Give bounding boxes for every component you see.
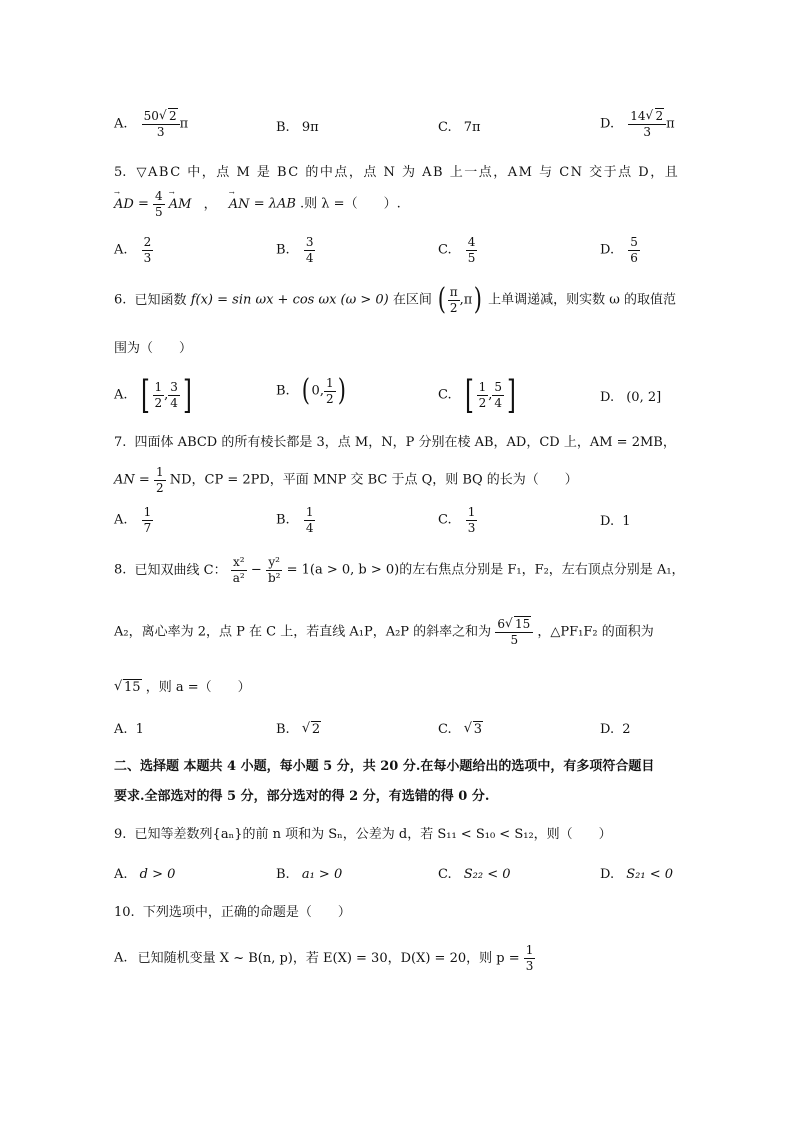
question-text: ，△PF₁F₂ 的面积为 [537, 624, 654, 640]
paren-open: ( [437, 282, 446, 317]
option-text: a₁ > 0 [301, 867, 343, 882]
fraction [466, 506, 478, 534]
option-text: 9π [301, 120, 319, 135]
denominator: 3 [143, 250, 152, 265]
q9-option-c[interactable] [438, 867, 511, 882]
fraction [142, 110, 180, 138]
numerator: 1 [525, 943, 534, 957]
q7-option-b[interactable] [276, 506, 315, 534]
option-letter: D. [600, 722, 615, 737]
q6-option-b[interactable] [276, 373, 347, 408]
question-text: 下列选项中，正确的命题是（ ） [142, 905, 351, 920]
question-text: ▽ABC 中，点 M 是 BC 的中点，点 N 为 AB 上一点，AM 与 CN 交于点 D，且 [136, 165, 680, 180]
numerator: 1 [143, 505, 152, 519]
option-letter: B. [276, 120, 290, 135]
denominator: 3 [628, 124, 666, 139]
q6-option-a[interactable]: A. [ $\frac{1}{2}$ , $\frac{3}{4}$ ] [114, 373, 192, 417]
question-text: 上单调递减，则实数 ω 的取值范 [488, 292, 677, 308]
radicand: 2 [655, 109, 664, 123]
q5-option-c[interactable] [438, 236, 477, 264]
denominator: a² [232, 570, 245, 585]
q6-option-d[interactable] [600, 390, 661, 405]
numerator: 2 [143, 235, 152, 249]
q7-stem-line1 [114, 436, 676, 449]
option-text: d > 0 [139, 867, 176, 882]
vector-arrow-icon: → [228, 188, 234, 197]
option-letter: D. [600, 514, 615, 529]
numerator: 1 [155, 465, 164, 479]
q6-stem-line1 [114, 282, 677, 317]
fraction [477, 381, 489, 409]
fraction [231, 556, 247, 584]
option-letter: B. [276, 383, 290, 399]
option-letter: C. [438, 722, 452, 737]
pi-symbol: π [179, 116, 189, 132]
option-letter: C. [438, 242, 452, 258]
numerator: 1 [325, 375, 334, 390]
option-letter: A. [114, 950, 128, 966]
denominator: 3 [525, 958, 534, 973]
denominator: 2 [325, 391, 334, 406]
numerator: 4 [155, 189, 163, 203]
fraction [466, 236, 478, 264]
radicand: 3 [473, 722, 483, 737]
q8-stem-line1 [114, 556, 685, 584]
q5-option-d[interactable] [600, 236, 640, 264]
option-letter: B. [276, 242, 290, 258]
option-letter: B. [276, 512, 290, 528]
equation-part: AN = [114, 472, 150, 488]
option-letter: C. [438, 120, 452, 135]
denominator: 2 [448, 300, 460, 315]
option-letter: B. [276, 722, 290, 737]
q9-option-d[interactable] [600, 867, 673, 882]
option-text: S₂₁ < 0 [626, 867, 673, 882]
question-text: ，则 a =（ ） [145, 680, 251, 695]
question-number: 5. [114, 165, 127, 180]
section-heading: 要求.全部选对的得 5 分，部分选对的得 2 分，有选错的得 0 分. [114, 789, 490, 804]
option-letter: A. [114, 867, 128, 882]
option-letter: A. [114, 242, 128, 258]
denominator: 3 [467, 520, 476, 535]
numerator: 5 [630, 235, 638, 249]
numerator: 4 [467, 235, 476, 249]
q9-stem [114, 828, 612, 841]
q8-option-b[interactable] [276, 722, 321, 737]
vector-an: AN [228, 196, 250, 212]
paren-close: ) [337, 373, 346, 408]
numerator: x² [232, 555, 245, 569]
denominator: 4 [305, 250, 314, 265]
coef: 50 [143, 109, 159, 123]
interval-end: ,π [459, 292, 473, 308]
fraction [142, 506, 154, 534]
numerator: y² [268, 555, 280, 569]
option-letter: A. [114, 722, 128, 737]
denominator: 2 [154, 395, 163, 410]
q4-option-a[interactable] [114, 110, 188, 138]
option-letter: D. [600, 867, 615, 882]
paren-close: ) [474, 282, 483, 317]
q7-stem-line2 [114, 466, 578, 494]
vector-lambda-ab: = λAB [253, 196, 296, 212]
bracket-open: [ [464, 373, 474, 417]
option-letter: C. [438, 387, 452, 403]
numerator: 5 [494, 379, 503, 394]
numerator: 1 [478, 379, 487, 394]
numerator: 3 [305, 235, 314, 249]
option-letter: D. [600, 390, 615, 405]
denominator: 6 [630, 250, 638, 265]
q4-option-c[interactable] [438, 120, 481, 135]
option-text: 已知随机变量 X ~ B(n, p)，若 E(X) = 30，D(X) = 20，则 p = [137, 950, 520, 966]
function-expression: f(x) = sin ωx + cos ωx (ω > 0) [190, 292, 389, 308]
numerator: π [449, 284, 458, 299]
option-letter: A. [114, 512, 128, 528]
option-letter: C. [438, 867, 452, 882]
option-text: 2 [622, 722, 631, 737]
section-2-heading-line2 [114, 790, 489, 803]
option-letter: D. [600, 116, 615, 132]
bracket-close: ] [182, 373, 192, 417]
coef: 6 [497, 617, 505, 631]
question-text: 在区间 [392, 292, 432, 308]
option-text: 7π [463, 120, 481, 135]
q5-stem-line1 [114, 166, 679, 179]
q5-option-b[interactable] [276, 236, 315, 264]
denominator: 5 [495, 632, 533, 647]
q4-option-b[interactable] [276, 120, 319, 135]
fraction [153, 190, 165, 218]
question-text: A₂，离心率为 2，点 P 在 C 上，若直线 A₁P，A₂P 的斜率之和为 [114, 624, 492, 640]
vector-am: AM [168, 196, 192, 212]
radicand: 2 [168, 109, 177, 123]
vector-arrow-icon: → [114, 188, 119, 197]
fraction [304, 236, 316, 264]
q6-stem-line2 [114, 342, 192, 355]
vector-ad: AD [114, 196, 134, 212]
coef: 14 [630, 109, 646, 123]
equals: = [137, 196, 149, 212]
option-letter: D. [600, 242, 615, 258]
q8-stem-line3 [114, 681, 251, 694]
numerator: 3 [170, 379, 178, 394]
option-letter: C. [438, 512, 452, 528]
fraction [628, 110, 666, 138]
q8-option-a[interactable] [114, 722, 144, 737]
question-number: 8. [114, 562, 127, 578]
q9-option-b[interactable] [276, 867, 342, 882]
denominator: 5 [467, 250, 476, 265]
minus: − [250, 562, 262, 578]
q7-option-c[interactable] [438, 506, 477, 534]
question-text: 四面体 ABCD 的所有棱长都是 3，点 M，N，P 分别在棱 AB，AD，CD 上，AM = 2MB， [134, 435, 676, 450]
option-letter: A. [114, 387, 128, 403]
pi-symbol: π [666, 116, 675, 132]
q7-option-d[interactable] [600, 514, 631, 529]
fraction [492, 381, 504, 409]
numerator: 1 [467, 505, 476, 519]
q10-option-a[interactable] [114, 944, 535, 972]
q7-option-a[interactable] [114, 506, 153, 534]
section-2-heading-line1 [114, 760, 654, 773]
radicand: 15 [514, 617, 531, 631]
q5-stem-line2: → AD = $\frac{4}{5}$ → AM ， → AN = λAB .则 λ =（ ）. [114, 188, 401, 219]
fraction [495, 618, 533, 646]
question-text: .则 λ =（ ）. [300, 196, 401, 212]
q9-option-a[interactable] [114, 867, 175, 882]
denominator: 4 [494, 395, 503, 410]
question-number: 6. [114, 292, 127, 308]
q6-option-c[interactable]: C. [ $\frac{1}{2}$ , $\frac{5}{4}$ ] [438, 373, 516, 417]
fraction [324, 377, 336, 405]
fraction [154, 466, 166, 494]
q8-option-d[interactable] [600, 722, 631, 737]
option-text: 1 [622, 514, 631, 529]
fraction [304, 506, 316, 534]
denominator: 2 [155, 480, 164, 495]
option-text: 1 [135, 722, 144, 737]
denominator: 5 [155, 204, 163, 219]
fraction [153, 381, 165, 409]
option-letter: A. [114, 116, 128, 132]
question-text: = 1(a > 0, b > 0)的左右焦点分别是 F₁，F₂，左右顶点分别是 A₁， [286, 562, 685, 578]
paren-open: ( [301, 373, 310, 408]
denominator: 7 [143, 520, 152, 535]
interval-start: 0, [311, 383, 324, 399]
q5-option-a[interactable] [114, 236, 153, 264]
section-heading: 二、选择题 本题共 4 小题，每小题 5 分，共 20 分.在每小题给出的选项中，有多项符合题目 [114, 759, 655, 774]
q8-stem-line2 [114, 618, 654, 646]
option-text: S₂₂ < 0 [463, 867, 511, 882]
radicand: 2 [311, 722, 321, 737]
denominator: 4 [170, 395, 178, 410]
fraction [524, 944, 536, 972]
option-text: (0, 2] [626, 390, 662, 405]
question-text: 围为（ ） [114, 341, 193, 356]
numerator: 1 [305, 505, 314, 519]
fraction [142, 236, 154, 264]
q10-stem [114, 906, 351, 919]
radicand: 15 [124, 680, 141, 695]
question-text: 已知函数 [134, 292, 187, 308]
q4-option-d[interactable] [600, 110, 675, 138]
fraction [628, 236, 640, 264]
q8-option-c[interactable] [438, 722, 483, 737]
vector-arrow-icon: → [168, 188, 174, 197]
question-text: 已知等差数列{aₙ}的前 n 项和为 Sₙ，公差为 d，若 S₁₁ < S₁₀ < S₁₂，则（ ） [134, 827, 612, 842]
question-text: 已知双曲线 C： [134, 562, 227, 578]
denominator: 3 [142, 124, 180, 139]
bracket-open: [ [140, 373, 150, 417]
fraction [168, 381, 180, 409]
option-letter: B. [276, 867, 290, 882]
question-number: 9. [114, 827, 127, 842]
denominator: b² [267, 570, 281, 585]
fraction [448, 286, 460, 314]
denominator: 4 [305, 520, 314, 535]
bracket-close: ] [506, 373, 516, 417]
denominator: 2 [478, 395, 487, 410]
fraction [266, 556, 283, 584]
question-number: 10. [114, 905, 135, 920]
numerator: 1 [154, 379, 163, 394]
question-number: 7. [114, 435, 127, 450]
question-text: ND，CP = 2PD，平面 MNP 交 BC 于点 Q，则 BQ 的长为（ ） [169, 472, 578, 488]
